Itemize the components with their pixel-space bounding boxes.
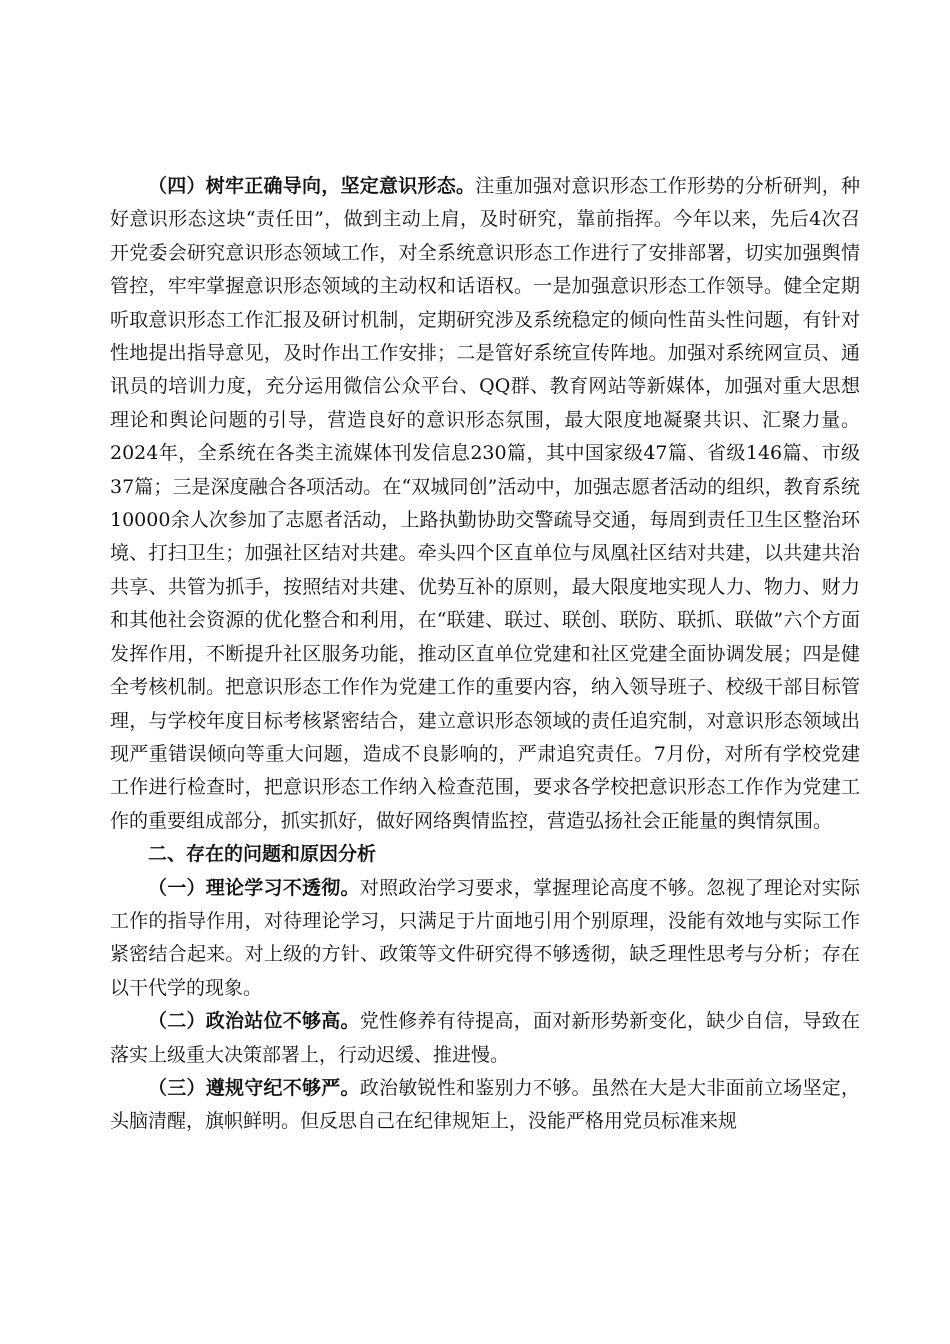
paragraph-lead: （四）树牢正确导向，坚定意识形态。 — [148, 175, 476, 197]
document-body — [110, 170, 860, 1139]
paragraph-lead: （三）遵规守纪不够严。 — [148, 1076, 360, 1099]
paragraph-ideology — [110, 170, 860, 838]
paragraph-text: 对照政治学习要求，掌握理论高度不够。忽视了理论对实际工作的指导作用，对待理论学习，只满足于片面地引用个别原理，没能有效地与实际工作紧密结合起来。对上级的方针、政策等文件研究得不够透彻，缺乏理性思考与分析；存在以干代学的现象。 — [110, 876, 860, 999]
paragraph-discipline — [110, 1072, 860, 1139]
paragraph-lead: （一）理论学习不透彻。 — [148, 876, 360, 899]
section-heading: 二、存在的问题和原因分析 — [148, 843, 377, 866]
paragraph-text: 政治敏锐性和鉴别力不够。虽然在大是大非面前立场坚定，头脑清醒，旗帜鲜明。但反思自己在纪律规矩上，没能严格用党员标准来规 — [110, 1076, 860, 1133]
paragraph-theory-study — [110, 872, 860, 1006]
paragraph-lead: （二）政治站位不够高。 — [148, 1010, 360, 1033]
paragraph-political-stance — [110, 1005, 860, 1072]
paragraph-text: 注重加强对意识形态工作形势的分析研判，种好意识形态这块“责任田”，做到主动上肩，及时研究，靠前指挥。今年以来，先后4次召开党委会研究意识形态领域工作，对全系统意识形态工作进行了安排部署，切实加强舆情管控，牢牢掌握意识形态领域的主动权和话语权。一是加强意识形态工作领导。健全定期听取意识形态工作汇报及研讨机制，定期研究涉及系统稳定的倾向性苗头性问题，有针对性地提出指导意见，及时作出工作安排；二是管好系统宣传阵地。加强对系统网宣员、通讯员的培训力度，充分运用微信公众平台、QQ群、教育网站等新媒体，加强对重大思想理论和舆论问题的引导，营造良好的意识形态氛围，最大限度地凝聚共识、汇聚力量。2024年，全系统在各类主流媒体刊发信息230篇，其中国家级47篇、省级146篇、市级37篇；三是深度融合各项活动。在“双城同创”活动中，加强志愿者活动的组织，教育系统10000余人次参加了志愿者活动，上路执勤协助交警疏导交通，每周到责任卫生区整治环境、打扫卫生；加强社区结对共建。牵头四个区直单位与凤凰社区结对共建，以共建共治共享、共管为抓手，按照结对共建、优势互补的原则，最大限度地实现人力、物力、财力和其他社会资源的优化整合和利用，在“联建、联过、联创、联防、联抓、联做”六个方面发挥作用，不断提升社区服务功能，推动区直单位党建和社区党建全面协调发展；四是健全考核机制。把意识形态工作作为党建工作的重要内容，纳入领导班子、校级干部目标管理，与学校年度目标考核紧密结合，建立意识形态领域的责任追究制，对意识形态领域出现严重错误倾向等重大问题，造成不良影响的，严肃追究责任。7月份，对所有学校党建工作进行检查时，把意识形态工作纳入检查范围，要求各学校把意识形态工作作为党建工作的重要组成部分，抓实抓好，做好网络舆情监控，营造弘扬社会正能量的舆情氛围。 — [110, 175, 860, 832]
paragraph-text: 党性修养有待提高，面对新形势新变化，缺少自信，导致在落实上级重大决策部署上，行动迟缓、推进慢。 — [110, 1010, 860, 1066]
